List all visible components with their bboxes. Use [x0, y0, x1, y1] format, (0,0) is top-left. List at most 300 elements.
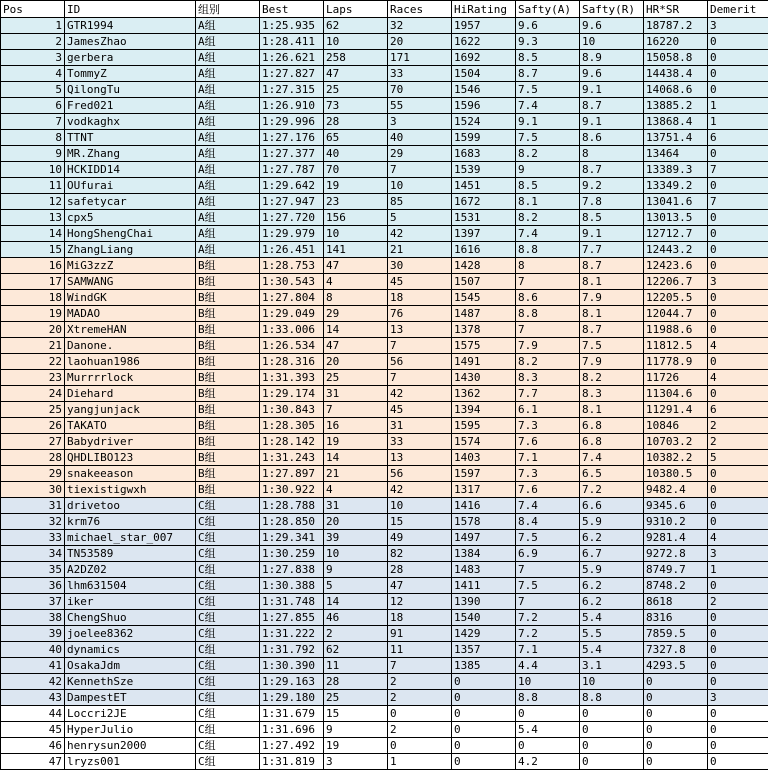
cell-id[interactable]: DampestET: [65, 690, 196, 706]
cell-safety-a[interactable]: 7: [516, 274, 580, 290]
cell-laps[interactable]: 10: [324, 34, 388, 50]
table-row[interactable]: [1, 402, 768, 418]
cell-hr-sr[interactable]: 14068.6: [644, 82, 708, 98]
cell-group[interactable]: B组: [196, 466, 260, 482]
cell-laps[interactable]: 19: [324, 738, 388, 754]
cell-group[interactable]: B组: [196, 274, 260, 290]
cell-pos[interactable]: 18: [1, 290, 65, 306]
cell-demerit[interactable]: 0: [708, 242, 768, 258]
cell-best[interactable]: 1:26.451: [260, 242, 324, 258]
col-header-safety-a[interactable]: Safty(A): [516, 1, 580, 18]
cell-hirating[interactable]: 0: [452, 674, 516, 690]
cell-demerit[interactable]: 2: [708, 434, 768, 450]
cell-hirating[interactable]: 1539: [452, 162, 516, 178]
cell-demerit[interactable]: 5: [708, 450, 768, 466]
cell-demerit[interactable]: 6: [708, 130, 768, 146]
cell-safety-r[interactable]: 8.9: [580, 50, 644, 66]
cell-demerit[interactable]: 0: [708, 290, 768, 306]
table-row[interactable]: [1, 530, 768, 546]
cell-best[interactable]: 1:27.176: [260, 130, 324, 146]
cell-group[interactable]: B组: [196, 482, 260, 498]
cell-hirating[interactable]: 0: [452, 706, 516, 722]
cell-best[interactable]: 1:27.804: [260, 290, 324, 306]
cell-safety-a[interactable]: 8.8: [516, 242, 580, 258]
cell-best[interactable]: 1:27.827: [260, 66, 324, 82]
cell-pos[interactable]: 26: [1, 418, 65, 434]
cell-pos[interactable]: 25: [1, 402, 65, 418]
cell-pos[interactable]: 45: [1, 722, 65, 738]
cell-races[interactable]: 18: [388, 610, 452, 626]
cell-id[interactable]: OUfurai: [65, 178, 196, 194]
cell-demerit[interactable]: 1: [708, 114, 768, 130]
cell-hr-sr[interactable]: 11291.4: [644, 402, 708, 418]
cell-best[interactable]: 1:28.316: [260, 354, 324, 370]
cell-hirating[interactable]: 1428: [452, 258, 516, 274]
cell-hr-sr[interactable]: 13013.5: [644, 210, 708, 226]
cell-best[interactable]: 1:27.947: [260, 194, 324, 210]
cell-safety-r[interactable]: 5.9: [580, 514, 644, 530]
cell-best[interactable]: 1:27.897: [260, 466, 324, 482]
cell-hirating[interactable]: 1575: [452, 338, 516, 354]
cell-group[interactable]: C组: [196, 546, 260, 562]
cell-pos[interactable]: 9: [1, 146, 65, 162]
cell-safety-r[interactable]: 5.4: [580, 642, 644, 658]
cell-id[interactable]: drivetoo: [65, 498, 196, 514]
table-row[interactable]: [1, 130, 768, 146]
table-row[interactable]: [1, 578, 768, 594]
cell-group[interactable]: A组: [196, 114, 260, 130]
cell-safety-r[interactable]: 8.1: [580, 274, 644, 290]
cell-safety-a[interactable]: 7.6: [516, 434, 580, 450]
col-header-demerit[interactable]: Demerit: [708, 1, 768, 18]
cell-hr-sr[interactable]: 11778.9: [644, 354, 708, 370]
cell-safety-r[interactable]: 8.2: [580, 370, 644, 386]
cell-hr-sr[interactable]: 18787.2: [644, 18, 708, 34]
cell-hirating[interactable]: 1957: [452, 18, 516, 34]
cell-laps[interactable]: 20: [324, 514, 388, 530]
cell-laps[interactable]: 14: [324, 322, 388, 338]
cell-laps[interactable]: 70: [324, 162, 388, 178]
col-header-pos[interactable]: Pos: [1, 1, 65, 18]
table-row[interactable]: [1, 322, 768, 338]
cell-hr-sr[interactable]: 8618: [644, 594, 708, 610]
table-row[interactable]: [1, 450, 768, 466]
cell-laps[interactable]: 4: [324, 482, 388, 498]
cell-demerit[interactable]: 0: [708, 674, 768, 690]
cell-laps[interactable]: 20: [324, 354, 388, 370]
cell-demerit[interactable]: 0: [708, 306, 768, 322]
cell-races[interactable]: 2: [388, 722, 452, 738]
cell-pos[interactable]: 41: [1, 658, 65, 674]
cell-safety-a[interactable]: 7.7: [516, 386, 580, 402]
cell-hirating[interactable]: 0: [452, 690, 516, 706]
cell-demerit[interactable]: 1: [708, 562, 768, 578]
cell-safety-a[interactable]: 8.8: [516, 306, 580, 322]
cell-safety-r[interactable]: 9.1: [580, 226, 644, 242]
cell-pos[interactable]: 38: [1, 610, 65, 626]
cell-pos[interactable]: 20: [1, 322, 65, 338]
cell-safety-r[interactable]: 9.6: [580, 18, 644, 34]
cell-id[interactable]: ChengShuo: [65, 610, 196, 626]
cell-id[interactable]: Murrrrlock: [65, 370, 196, 386]
cell-safety-a[interactable]: 0: [516, 738, 580, 754]
cell-safety-r[interactable]: 3.1: [580, 658, 644, 674]
cell-demerit[interactable]: 0: [708, 466, 768, 482]
cell-hirating[interactable]: 1384: [452, 546, 516, 562]
cell-best[interactable]: 1:31.696: [260, 722, 324, 738]
cell-safety-r[interactable]: 6.6: [580, 498, 644, 514]
cell-best[interactable]: 1:30.388: [260, 578, 324, 594]
cell-hirating[interactable]: 0: [452, 754, 516, 770]
cell-safety-a[interactable]: 7.5: [516, 578, 580, 594]
cell-safety-a[interactable]: 7.6: [516, 482, 580, 498]
cell-best[interactable]: 1:29.979: [260, 226, 324, 242]
cell-demerit[interactable]: 6: [708, 402, 768, 418]
cell-hr-sr[interactable]: 13751.4: [644, 130, 708, 146]
cell-hr-sr[interactable]: 13868.4: [644, 114, 708, 130]
cell-races[interactable]: 42: [388, 386, 452, 402]
cell-safety-r[interactable]: 6.2: [580, 594, 644, 610]
cell-pos[interactable]: 12: [1, 194, 65, 210]
cell-safety-a[interactable]: 7.2: [516, 610, 580, 626]
cell-id[interactable]: laohuan1986: [65, 354, 196, 370]
cell-hr-sr[interactable]: 13464: [644, 146, 708, 162]
cell-hirating[interactable]: 1507: [452, 274, 516, 290]
cell-laps[interactable]: 10: [324, 546, 388, 562]
cell-hirating[interactable]: 1317: [452, 482, 516, 498]
table-row[interactable]: [1, 114, 768, 130]
cell-id[interactable]: krm76: [65, 514, 196, 530]
cell-safety-r[interactable]: 0: [580, 754, 644, 770]
col-header-best[interactable]: Best: [260, 1, 324, 18]
cell-hr-sr[interactable]: 10846: [644, 418, 708, 434]
cell-group[interactable]: C组: [196, 674, 260, 690]
table-row[interactable]: [1, 226, 768, 242]
cell-hr-sr[interactable]: 9482.4: [644, 482, 708, 498]
cell-best[interactable]: 1:29.996: [260, 114, 324, 130]
cell-hr-sr[interactable]: 13349.2: [644, 178, 708, 194]
cell-hirating[interactable]: 1546: [452, 82, 516, 98]
cell-id[interactable]: lhm631504: [65, 578, 196, 594]
cell-races[interactable]: 0: [388, 738, 452, 754]
cell-hirating[interactable]: 1411: [452, 578, 516, 594]
cell-safety-r[interactable]: 8.1: [580, 402, 644, 418]
cell-hr-sr[interactable]: 15058.8: [644, 50, 708, 66]
cell-group[interactable]: A组: [196, 146, 260, 162]
cell-pos[interactable]: 11: [1, 178, 65, 194]
table-row[interactable]: [1, 434, 768, 450]
cell-races[interactable]: 70: [388, 82, 452, 98]
cell-safety-r[interactable]: 8.7: [580, 322, 644, 338]
cell-group[interactable]: A组: [196, 50, 260, 66]
cell-races[interactable]: 33: [388, 66, 452, 82]
cell-best[interactable]: 1:27.720: [260, 210, 324, 226]
cell-pos[interactable]: 23: [1, 370, 65, 386]
cell-hirating[interactable]: 1483: [452, 562, 516, 578]
cell-races[interactable]: 171: [388, 50, 452, 66]
cell-laps[interactable]: 28: [324, 114, 388, 130]
cell-demerit[interactable]: 3: [708, 274, 768, 290]
table-row[interactable]: [1, 626, 768, 642]
cell-races[interactable]: 15: [388, 514, 452, 530]
cell-hr-sr[interactable]: 8316: [644, 610, 708, 626]
cell-group[interactable]: B组: [196, 418, 260, 434]
cell-races[interactable]: 7: [388, 370, 452, 386]
cell-id[interactable]: TTNT: [65, 130, 196, 146]
cell-pos[interactable]: 47: [1, 754, 65, 770]
cell-best[interactable]: 1:27.855: [260, 610, 324, 626]
cell-pos[interactable]: 14: [1, 226, 65, 242]
cell-id[interactable]: cpx5: [65, 210, 196, 226]
cell-demerit[interactable]: 0: [708, 610, 768, 626]
cell-hirating[interactable]: 1597: [452, 466, 516, 482]
cell-races[interactable]: 20: [388, 34, 452, 50]
cell-id[interactable]: MiG3zzZ: [65, 258, 196, 274]
cell-hr-sr[interactable]: 10703.2: [644, 434, 708, 450]
cell-hirating[interactable]: 1683: [452, 146, 516, 162]
cell-group[interactable]: C组: [196, 706, 260, 722]
cell-races[interactable]: 45: [388, 274, 452, 290]
cell-races[interactable]: 29: [388, 146, 452, 162]
cell-id[interactable]: OsakaJdm: [65, 658, 196, 674]
cell-hr-sr[interactable]: 7859.5: [644, 626, 708, 642]
cell-demerit[interactable]: 0: [708, 498, 768, 514]
cell-races[interactable]: 5: [388, 210, 452, 226]
cell-best[interactable]: 1:27.377: [260, 146, 324, 162]
table-row[interactable]: [1, 370, 768, 386]
cell-safety-a[interactable]: 8.3: [516, 370, 580, 386]
cell-safety-a[interactable]: 6.1: [516, 402, 580, 418]
cell-demerit[interactable]: 0: [708, 226, 768, 242]
table-row[interactable]: [1, 242, 768, 258]
cell-pos[interactable]: 32: [1, 514, 65, 530]
cell-id[interactable]: TAKATO: [65, 418, 196, 434]
cell-best[interactable]: 1:28.305: [260, 418, 324, 434]
cell-demerit[interactable]: 0: [708, 146, 768, 162]
cell-safety-a[interactable]: 0: [516, 706, 580, 722]
cell-hr-sr[interactable]: 12044.7: [644, 306, 708, 322]
cell-pos[interactable]: 40: [1, 642, 65, 658]
cell-laps[interactable]: 9: [324, 562, 388, 578]
table-row[interactable]: [1, 738, 768, 754]
table-row[interactable]: [1, 82, 768, 98]
cell-laps[interactable]: 14: [324, 450, 388, 466]
table-row[interactable]: [1, 338, 768, 354]
cell-group[interactable]: C组: [196, 754, 260, 770]
cell-pos[interactable]: 19: [1, 306, 65, 322]
cell-safety-r[interactable]: 6.7: [580, 546, 644, 562]
cell-laps[interactable]: 29: [324, 306, 388, 322]
cell-hr-sr[interactable]: 12443.2: [644, 242, 708, 258]
cell-demerit[interactable]: 0: [708, 210, 768, 226]
cell-hirating[interactable]: 1397: [452, 226, 516, 242]
cell-group[interactable]: B组: [196, 386, 260, 402]
cell-demerit[interactable]: 0: [708, 482, 768, 498]
cell-demerit[interactable]: 7: [708, 194, 768, 210]
cell-pos[interactable]: 17: [1, 274, 65, 290]
cell-safety-r[interactable]: 8.7: [580, 258, 644, 274]
cell-id[interactable]: HongShengChai: [65, 226, 196, 242]
cell-hr-sr[interactable]: 0: [644, 754, 708, 770]
cell-pos[interactable]: 36: [1, 578, 65, 594]
table-row[interactable]: [1, 146, 768, 162]
cell-best[interactable]: 1:31.748: [260, 594, 324, 610]
cell-hirating[interactable]: 1451: [452, 178, 516, 194]
cell-id[interactable]: yangjunjack: [65, 402, 196, 418]
cell-id[interactable]: JamesZhao: [65, 34, 196, 50]
cell-pos[interactable]: 5: [1, 82, 65, 98]
cell-demerit[interactable]: 3: [708, 546, 768, 562]
cell-group[interactable]: A组: [196, 242, 260, 258]
cell-demerit[interactable]: 3: [708, 690, 768, 706]
cell-hr-sr[interactable]: 8748.2: [644, 578, 708, 594]
cell-races[interactable]: 32: [388, 18, 452, 34]
cell-safety-r[interactable]: 10: [580, 34, 644, 50]
cell-id[interactable]: SAMWANG: [65, 274, 196, 290]
cell-laps[interactable]: 39: [324, 530, 388, 546]
cell-pos[interactable]: 39: [1, 626, 65, 642]
cell-laps[interactable]: 21: [324, 466, 388, 482]
table-row[interactable]: [1, 274, 768, 290]
cell-pos[interactable]: 35: [1, 562, 65, 578]
cell-hirating[interactable]: 1487: [452, 306, 516, 322]
cell-races[interactable]: 45: [388, 402, 452, 418]
cell-group[interactable]: A组: [196, 66, 260, 82]
cell-hr-sr[interactable]: 13885.2: [644, 98, 708, 114]
cell-id[interactable]: tiexistigwxh: [65, 482, 196, 498]
cell-group[interactable]: A组: [196, 130, 260, 146]
cell-id[interactable]: snakeeason: [65, 466, 196, 482]
cell-group[interactable]: C组: [196, 722, 260, 738]
cell-safety-r[interactable]: 6.5: [580, 466, 644, 482]
cell-demerit[interactable]: 0: [708, 322, 768, 338]
cell-id[interactable]: HyperJulio: [65, 722, 196, 738]
col-header-races[interactable]: Races: [388, 1, 452, 18]
cell-safety-r[interactable]: 9.1: [580, 82, 644, 98]
cell-safety-a[interactable]: 8.2: [516, 146, 580, 162]
cell-races[interactable]: 47: [388, 578, 452, 594]
cell-laps[interactable]: 141: [324, 242, 388, 258]
cell-safety-a[interactable]: 8.5: [516, 50, 580, 66]
col-header-id[interactable]: ID: [65, 1, 196, 18]
cell-best[interactable]: 1:31.222: [260, 626, 324, 642]
cell-id[interactable]: WindGK: [65, 290, 196, 306]
cell-hirating[interactable]: 1692: [452, 50, 516, 66]
cell-id[interactable]: henrysun2000: [65, 738, 196, 754]
cell-safety-a[interactable]: 10: [516, 674, 580, 690]
cell-best[interactable]: 1:26.534: [260, 338, 324, 354]
table-row[interactable]: [1, 514, 768, 530]
cell-safety-a[interactable]: 5.4: [516, 722, 580, 738]
cell-pos[interactable]: 34: [1, 546, 65, 562]
cell-races[interactable]: 3: [388, 114, 452, 130]
table-row[interactable]: [1, 354, 768, 370]
cell-races[interactable]: 7: [388, 658, 452, 674]
cell-laps[interactable]: 3: [324, 754, 388, 770]
cell-races[interactable]: 91: [388, 626, 452, 642]
cell-safety-a[interactable]: 7.4: [516, 226, 580, 242]
cell-pos[interactable]: 6: [1, 98, 65, 114]
table-row[interactable]: [1, 562, 768, 578]
cell-best[interactable]: 1:30.843: [260, 402, 324, 418]
cell-safety-r[interactable]: 5.9: [580, 562, 644, 578]
table-row[interactable]: [1, 754, 768, 770]
cell-demerit[interactable]: 0: [708, 642, 768, 658]
cell-demerit[interactable]: 3: [708, 18, 768, 34]
cell-group[interactable]: A组: [196, 98, 260, 114]
cell-hirating[interactable]: 1491: [452, 354, 516, 370]
cell-group[interactable]: C组: [196, 658, 260, 674]
cell-safety-r[interactable]: 8.1: [580, 306, 644, 322]
cell-laps[interactable]: 40: [324, 146, 388, 162]
cell-pos[interactable]: 43: [1, 690, 65, 706]
cell-id[interactable]: Diehard: [65, 386, 196, 402]
cell-hr-sr[interactable]: 0: [644, 722, 708, 738]
cell-safety-r[interactable]: 7.5: [580, 338, 644, 354]
cell-group[interactable]: C组: [196, 562, 260, 578]
cell-hr-sr[interactable]: 11726: [644, 370, 708, 386]
cell-safety-a[interactable]: 7: [516, 322, 580, 338]
cell-demerit[interactable]: 0: [708, 738, 768, 754]
table-row[interactable]: [1, 162, 768, 178]
cell-best[interactable]: 1:28.753: [260, 258, 324, 274]
cell-hr-sr[interactable]: 16220: [644, 34, 708, 50]
cell-safety-r[interactable]: 7.2: [580, 482, 644, 498]
cell-laps[interactable]: 10: [324, 226, 388, 242]
cell-safety-r[interactable]: 5.5: [580, 626, 644, 642]
cell-hr-sr[interactable]: 9345.6: [644, 498, 708, 514]
cell-id[interactable]: vodkaghx: [65, 114, 196, 130]
cell-races[interactable]: 56: [388, 354, 452, 370]
cell-hirating[interactable]: 1504: [452, 66, 516, 82]
cell-id[interactable]: MADAO: [65, 306, 196, 322]
col-header-laps[interactable]: Laps: [324, 1, 388, 18]
cell-best[interactable]: 1:31.792: [260, 642, 324, 658]
table-row[interactable]: [1, 98, 768, 114]
cell-races[interactable]: 2: [388, 674, 452, 690]
cell-id[interactable]: QilongTu: [65, 82, 196, 98]
cell-best[interactable]: 1:28.788: [260, 498, 324, 514]
table-row[interactable]: [1, 706, 768, 722]
cell-hirating[interactable]: 1545: [452, 290, 516, 306]
table-row[interactable]: [1, 50, 768, 66]
cell-safety-r[interactable]: 9.6: [580, 66, 644, 82]
cell-hr-sr[interactable]: 12205.5: [644, 290, 708, 306]
cell-id[interactable]: safetycar: [65, 194, 196, 210]
table-row[interactable]: [1, 306, 768, 322]
cell-races[interactable]: 2: [388, 690, 452, 706]
cell-safety-a[interactable]: 7.9: [516, 338, 580, 354]
cell-demerit[interactable]: 4: [708, 338, 768, 354]
cell-demerit[interactable]: 0: [708, 658, 768, 674]
cell-races[interactable]: 40: [388, 130, 452, 146]
cell-hirating[interactable]: 1390: [452, 594, 516, 610]
cell-safety-a[interactable]: 8.7: [516, 66, 580, 82]
cell-pos[interactable]: 1: [1, 18, 65, 34]
table-row[interactable]: [1, 34, 768, 50]
cell-races[interactable]: 1: [388, 754, 452, 770]
cell-hr-sr[interactable]: 13389.3: [644, 162, 708, 178]
cell-best[interactable]: 1:28.850: [260, 514, 324, 530]
cell-laps[interactable]: 2: [324, 626, 388, 642]
cell-laps[interactable]: 31: [324, 386, 388, 402]
cell-pos[interactable]: 4: [1, 66, 65, 82]
cell-id[interactable]: XtremeHAN: [65, 322, 196, 338]
cell-id[interactable]: joelee8362: [65, 626, 196, 642]
cell-id[interactable]: dynamics: [65, 642, 196, 658]
cell-hirating[interactable]: 1574: [452, 434, 516, 450]
cell-safety-a[interactable]: 7: [516, 562, 580, 578]
